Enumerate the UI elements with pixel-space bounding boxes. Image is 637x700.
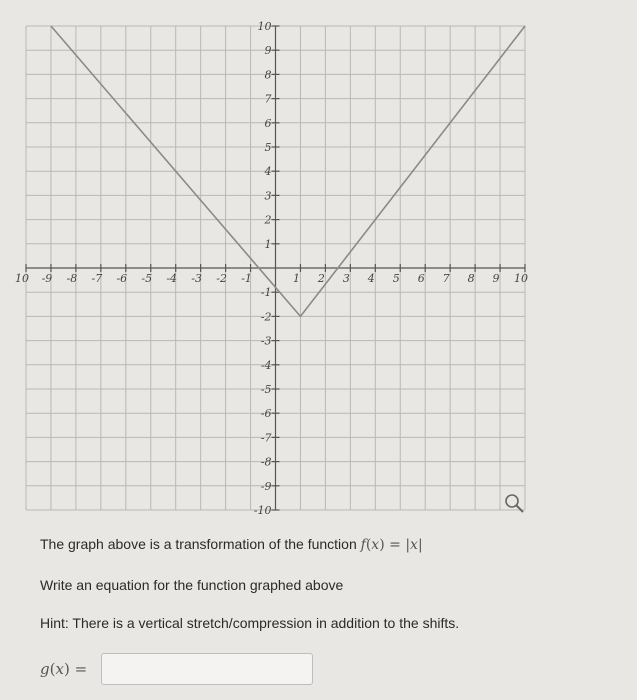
y-tick-label: -4 (260, 358, 272, 372)
x-tick-label: 8 (467, 272, 475, 285)
y-tick-label: -3 (260, 334, 272, 348)
x-tick-label: -2 (216, 272, 227, 285)
x-tick-label: 2 (317, 272, 325, 285)
x-tick-label: -8 (66, 272, 78, 285)
x-tick-label: 5 (392, 272, 400, 285)
y-tick-label: -6 (260, 407, 272, 421)
problem-prefix: The graph above is a transformation of the function (40, 536, 361, 552)
x-tick-label: -9 (41, 272, 53, 285)
y-tick-label: 9 (264, 44, 272, 58)
x-tick-label: -4 (166, 272, 178, 285)
y-tick-label: 3 (264, 189, 272, 203)
abs-open: | (405, 537, 411, 553)
y-tick-label: 6 (264, 116, 272, 130)
y-tick-label: -5 (260, 383, 272, 396)
paren-open: ( (365, 537, 372, 553)
y-tick-label: 4 (264, 165, 272, 179)
y-tick-label: -8 (260, 455, 272, 469)
x-tick-label: 7 (442, 272, 450, 285)
var-x: x (371, 537, 380, 553)
answer-input[interactable] (101, 653, 313, 685)
y-tick-label: -1 (260, 286, 272, 300)
x-tick-label: 1 (292, 272, 300, 285)
function-f: f (360, 537, 366, 553)
x-tick-label: 9 (492, 272, 500, 285)
hint-text: Hint: There is a vertical stretch/compression in addition to the shifts. (40, 615, 460, 631)
x-tick-label: -7 (91, 272, 103, 285)
x-tick-label: -6 (116, 272, 128, 285)
y-tick-label: 5 (264, 141, 272, 154)
y-tick-label: 2 (264, 213, 272, 227)
equals-sign: = (384, 537, 406, 553)
y-tick-label: -10 (253, 504, 272, 517)
answer-row (40, 652, 313, 686)
y-tick-label: 7 (264, 92, 272, 106)
y-tick-label: 8 (264, 68, 272, 82)
x-tick-label: 10 (15, 272, 29, 285)
y-tick-label: -7 (260, 431, 272, 445)
abs-close: | (417, 537, 423, 553)
y-tick-label: -9 (260, 479, 272, 493)
problem-statement (40, 536, 423, 553)
abs-var-x: x (410, 537, 418, 553)
y-tick-label: 1 (264, 237, 272, 251)
x-tick-label: 4 (367, 272, 375, 285)
x-tick-label: 3 (342, 272, 350, 285)
x-tick-label: 6 (417, 272, 425, 285)
x-tick-label: -3 (191, 272, 203, 285)
g-paren-close: ) (63, 660, 70, 678)
g-var-x: x (55, 660, 64, 678)
g-paren-open: ( (49, 660, 56, 678)
x-tick-label: 10 (514, 272, 528, 285)
g-equals: = (69, 660, 88, 678)
magnifier-icon[interactable] (500, 490, 528, 518)
function-g: g (40, 660, 50, 678)
y-tick-label: 10 (257, 20, 272, 33)
paren-close: ) (379, 537, 385, 553)
x-tick-label: -1 (241, 272, 252, 285)
y-tick-label: -2 (260, 310, 272, 324)
x-tick-label: -5 (141, 272, 153, 285)
answer-label (40, 660, 87, 678)
task-instruction: Write an equation for the function graphed above (40, 577, 344, 593)
